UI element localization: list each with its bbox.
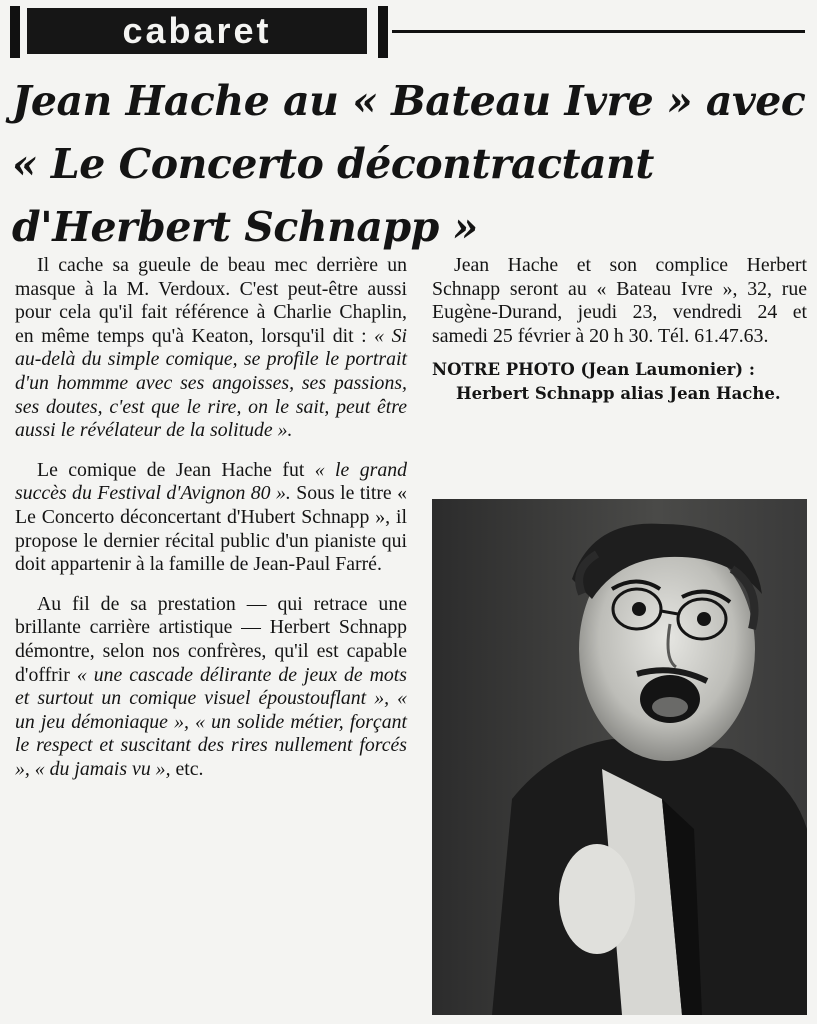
paragraph-3 (15, 593, 407, 782)
rubric-rule (392, 30, 805, 33)
paragraph-3-quote-2: « un jeu démoniaque », (15, 687, 407, 733)
rubric-bar-right (378, 6, 388, 58)
section-rubric (10, 6, 805, 58)
paragraph-3-quote-3: « un solide métier, forçant le respect et suscitant des rires nullement forcés », (15, 710, 407, 780)
headline-line-3: d'Herbert Schnapp » (12, 203, 478, 251)
performer-photo-illustration (432, 499, 807, 1015)
headline-line-2: « Le Concerto décontractant (12, 140, 654, 188)
paragraph-3-end: etc. (170, 757, 204, 780)
paragraph-1-text: Il cache sa gueule de beau mec derrière un masque à la M. Verdoux. C'est peut-être aussi pour cela qu'il fait référence à Charlie Chaplin, en même temps qu'à Keaton, lorsqu'il dit : (15, 254, 407, 347)
show-info: Jean Hache et son complice Herbert Schnapp seront au « Bateau Ivre », 32, rue Eugène-Durand, jeudi 23, vendredi 24 et samedi 25 février à 20 h 30. Tél. 61.47.63. (432, 254, 807, 347)
paragraph-2 (15, 459, 407, 577)
performer-photo (432, 499, 807, 1015)
caption-title: NOTRE PHOTO (Jean Laumonier) : (432, 360, 755, 380)
paragraph-3-text: Au fil de sa prestation — qui retrace une brillante carrière artistique — Herbert Schnapp démontre, selon nos confrères, qu'il est capable d'offrir (15, 592, 407, 686)
paragraph-2-text: Le comique de Jean Hache fut (37, 458, 315, 481)
caption-body: Herbert Schnapp alias Jean Hache. (456, 383, 781, 403)
left-column (15, 254, 407, 797)
paragraph-2-quote: « le grand succès du Festival d'Avignon 80 ». (15, 458, 407, 505)
paragraph-3-quote-1: « une cascade délirante de jeux de mots et surtout un comique visuel époustouflant », (15, 663, 407, 710)
rubric-bar-left (10, 6, 20, 58)
photo-caption (432, 358, 807, 405)
headline-line-1: Jean Hache au « Bateau Ivre » avec (12, 77, 806, 125)
right-column (432, 254, 807, 406)
paragraph-1 (15, 254, 407, 443)
paragraph-2-rest: Sous le titre « Le Concerto déconcertant d'Hubert Schnapp », il propose le dernier récital public d'un pianiste qui doit appartenir à la famille de Jean-Paul Farré. (15, 482, 407, 576)
paragraph-3-quote-4: « du jamais vu », (34, 757, 171, 780)
headline (12, 70, 807, 259)
paragraph-1-quote: « Si au-delà du simple comique, se profile le portrait d'un hommme avec ses angoisses, ses passions, ses doutes, c'est que le rire, on le sait, peut être aussi le révélateur de la solitude ». (15, 324, 407, 442)
rubric-label: cabaret (27, 8, 367, 54)
